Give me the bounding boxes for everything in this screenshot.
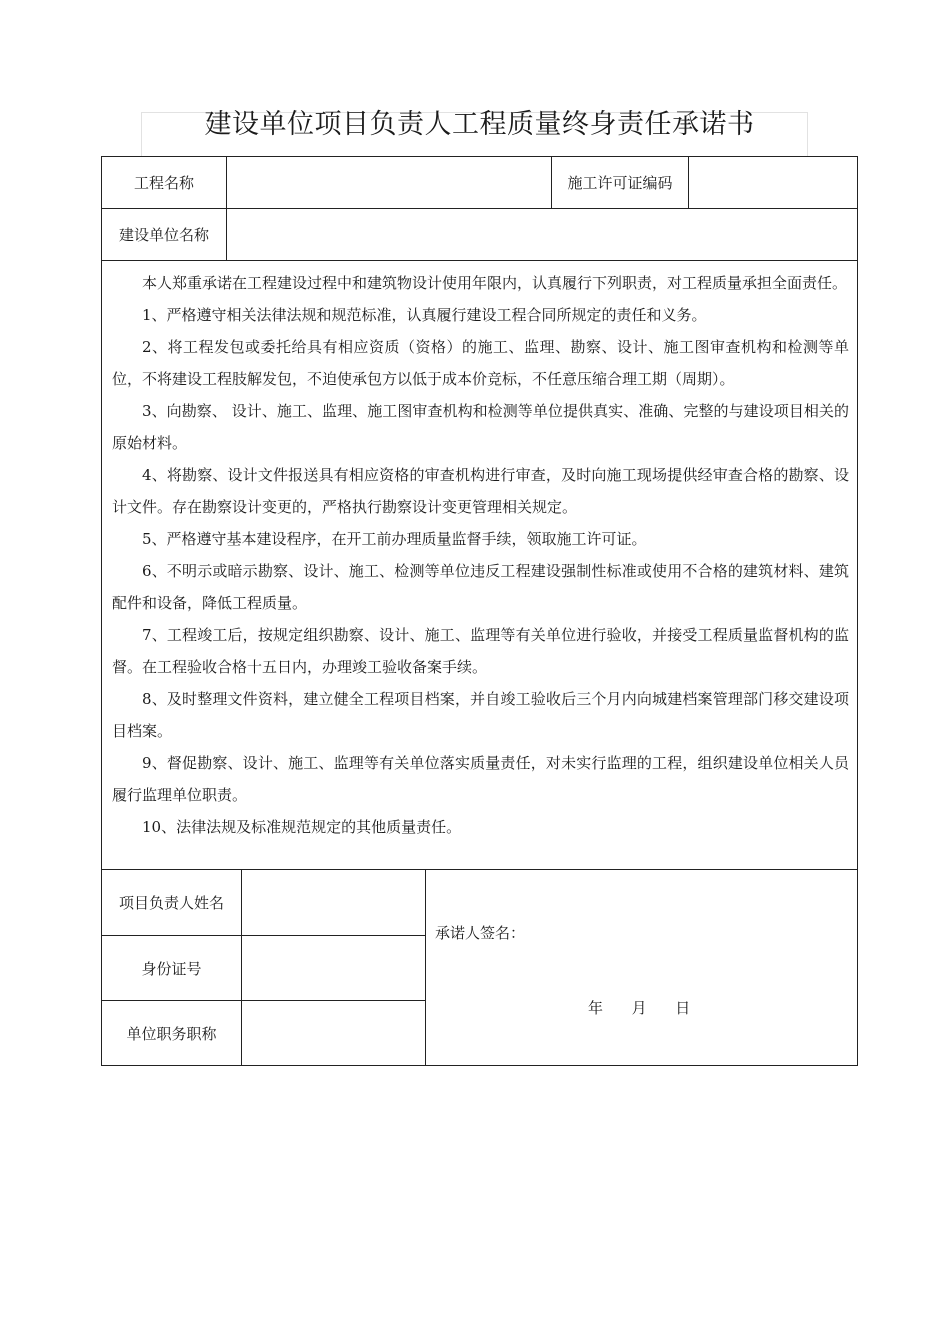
commitment-item: 1、严格遵守相关法律法规和规范标准，认真履行建设工程合同所规定的责任和义务。 xyxy=(142,306,707,324)
permit-number-label: 施工许可证编码 xyxy=(551,156,689,209)
page-title: 建设单位项目负责人工程质量终身责任承诺书 xyxy=(204,109,755,140)
position-title-field[interactable] xyxy=(241,1000,426,1066)
commitment-item: 4、将勘察、设计文件报送具有相应资格的审查机构进行审查，及时向施工现场提供经审查合格的勘察、设计文件。存在勘察设计变更的，严格执行勘察设计变更管理相关规定。 xyxy=(112,466,849,516)
commitment-item: 3、向勘察、 设计、施工、监理、施工图审查机构和检测等单位提供真实、准确、完整的与建设项目相关的原始材料。 xyxy=(112,402,849,452)
unit-name-label: 建设单位名称 xyxy=(101,208,227,261)
signature-date: 年 月 日 xyxy=(588,999,691,1017)
signature-area[interactable] xyxy=(425,869,858,1066)
commitment-item: 7、工程竣工后，按规定组织勘察、设计、施工、监理等有关单位进行验收，并接受工程质量监督机构的监督。在工程验收合格十五日内，办理竣工验收备案手续。 xyxy=(112,626,849,676)
responsible-name-field[interactable] xyxy=(241,869,426,936)
signature-label: 承诺人签名： xyxy=(435,924,526,942)
commitment-item: 6、不明示或暗示勘察、设计、施工、检测等单位违反工程建设强制性标准或使用不合格的建筑材料、建筑配件和设备，降低工程质量。 xyxy=(112,562,849,612)
commitment-text xyxy=(101,260,858,870)
commitment-item: 5、严格遵守基本建设程序，在开工前办理质量监督手续，领取施工许可证。 xyxy=(142,530,647,548)
id-number-field[interactable] xyxy=(241,935,426,1001)
commitment-item: 8、及时整理文件资料，建立健全工程项目档案，并自竣工验收后三个月内向城建档案管理部门移交建设项目档案。 xyxy=(112,690,849,740)
id-number-label: 身份证号 xyxy=(101,935,242,1001)
responsible-name-label: 项目负责人姓名 xyxy=(101,869,242,936)
project-name-field[interactable] xyxy=(226,156,552,209)
commitment-item: 2、将工程发包或委托给具有相应资质（资格）的施工、监理、勘察、设计、施工图审查机构和检测等单位，不将建设工程肢解发包，不迫使承包方以低于成本价竞标，不任意压缩合理工期（周期）。 xyxy=(112,338,849,388)
commitment-item: 9、督促勘察、设计、施工、监理等有关单位落实质量责任，对未实行监理的工程，组织建设单位相关人员履行监理单位职责。 xyxy=(112,754,849,804)
project-name-label: 工程名称 xyxy=(101,156,227,209)
unit-name-field[interactable] xyxy=(226,208,858,261)
permit-number-field[interactable] xyxy=(688,156,858,209)
position-title-label: 单位职务职称 xyxy=(101,1000,242,1066)
commitment-intro: 本人郑重承诺在工程建设过程中和建筑物设计使用年限内，认真履行下列职责，对工程质量承担全面责任。 xyxy=(142,274,848,292)
commitment-item: 10、法律法规及标准规范规定的其他质量责任。 xyxy=(142,818,462,836)
